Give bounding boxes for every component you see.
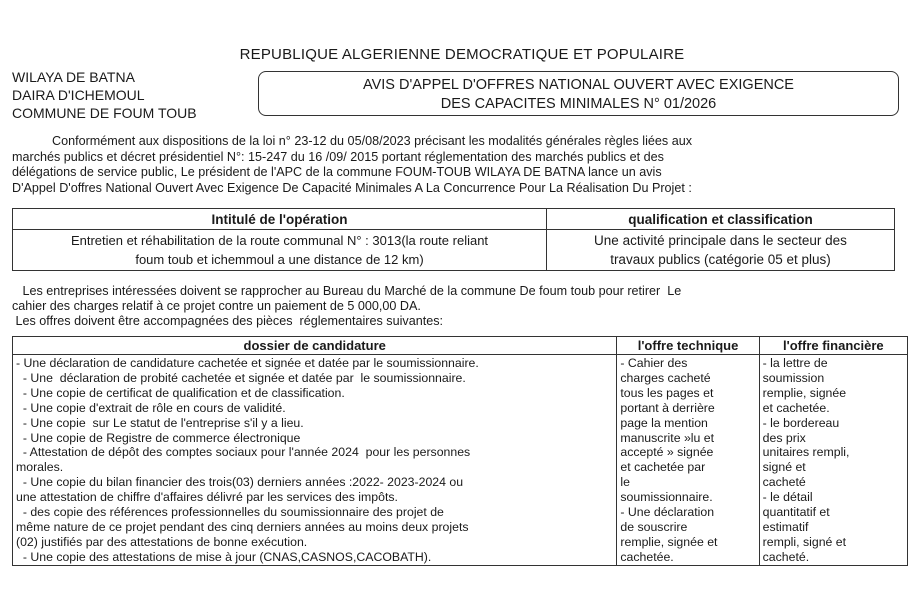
operation-table xyxy=(12,208,895,271)
financiere-line: - le détail xyxy=(762,490,813,505)
commune-label: COMMUNE DE FOUM TOUB xyxy=(12,105,197,121)
operation-line: Entretien et réhabilitation de la route communal N° : 3013(la route reliant xyxy=(70,233,489,248)
financiere-line: cacheté xyxy=(762,475,806,490)
avis-title-box xyxy=(258,71,899,116)
dossier-line: - Une copie de certificat de qualification et de classification. xyxy=(16,385,345,400)
instructions-line: Les entreprises intéressées doivent se rapprocher au Bureau du Marché de la commune De foum toub pour retirer Le xyxy=(12,284,682,298)
financiere-line: quantitatif et xyxy=(762,505,830,520)
dossier-line: - des copie des références professionnelles du soumissionnaire des projet de xyxy=(16,505,444,520)
technique-line: accepté » signée xyxy=(620,445,714,460)
dossier-line: morales. xyxy=(16,460,64,475)
financiere-line: rempli, signé et xyxy=(762,534,847,549)
dossier-header: dossier de candidature xyxy=(13,337,617,355)
financiere-line: des prix xyxy=(762,430,806,445)
dossier-line: même nature de ce projet pendant des cinq derniers années au moins deux projets xyxy=(16,519,469,534)
intro-line: Conformément aux dispositions de la loi n° 23-12 du 05/08/2023 précisant les modalités générales règles liées aux xyxy=(52,134,692,148)
technique-line: le xyxy=(620,475,630,490)
financiere-header: l'offre financière xyxy=(759,337,907,355)
technique-line: page la mention xyxy=(620,415,708,430)
technique-line: portant à derrière xyxy=(620,400,715,415)
dossier-line: - Une copie du bilan financier des trois(03) derniers années :2022- 2023-2024 ou xyxy=(16,475,464,490)
operation-cell xyxy=(13,230,547,271)
documents-table xyxy=(12,336,908,566)
technique-line: soumissionnaire. xyxy=(620,490,713,505)
intro-line: D'Appel D'offres National Ouvert Avec Exigence De Capacité Minimales A La Concurrence Pour La Réalisation Du Projet : xyxy=(12,180,692,195)
administration-block xyxy=(12,68,197,122)
dossier-line: (02) justifiés par des attestations de bonne exécution. xyxy=(16,534,308,549)
technique-line: manuscrite »lu et xyxy=(620,430,715,445)
dossier-line: - Une copie d'extrait de rôle en cours de validité. xyxy=(16,400,286,415)
qualification-line: travaux publics (catégorie 05 et plus) xyxy=(610,252,831,267)
intro-paragraph xyxy=(12,134,900,196)
dossier-line: - Une copie de Registre de commerce électronique xyxy=(16,430,301,445)
dossier-line: une attestation de chiffre d'affaires délivré par les services des impôts. xyxy=(16,490,398,505)
instructions-line: cahier des charges relatif à ce projet contre un paiement de 5 000,00 DA. xyxy=(12,299,421,313)
instructions-line: Les offres doivent être accompagnées des pièces réglementaires suivantes: xyxy=(12,314,443,328)
dossier-line: - Une déclaration de probité cachetée et signée et datée par le soumissionnaire. xyxy=(16,370,466,385)
technique-line: - Une déclaration xyxy=(620,505,715,520)
financiere-line: - la lettre de xyxy=(762,356,828,370)
dossier-line: - Une déclaration de candidature cachetée et signée et datée par le soumissionnaire. xyxy=(16,356,479,370)
intro-line: marchés publics et décret présidentiel N°: 15-247 du 16 /09/ 2015 portant réglementation des marchés publics et des xyxy=(12,149,664,164)
technique-line: et cachetée par xyxy=(620,460,706,475)
financiere-line: soumission xyxy=(762,370,825,385)
financiere-line: unitaires rempli, xyxy=(762,445,850,460)
dossier-line: - Une copie des attestations de mise à jour (CNAS,CASNOS,CACOBATH). xyxy=(16,549,432,564)
operation-line: foum toub et ichemmoul a une distance de 12 km) xyxy=(135,252,424,267)
intro-line: délégations de service public, Le président de l'APC de la commune FOUM-TOUB WILAYA DE BATNA lance un avis xyxy=(12,165,662,179)
republic-title: REPUBLIQUE ALGERIENNE DEMOCRATIQUE ET POPULAIRE xyxy=(239,46,685,63)
dossier-cell xyxy=(13,355,617,566)
technique-line: de souscrire xyxy=(620,519,688,534)
technique-line: cachetée. xyxy=(620,549,674,564)
avis-title-line1: AVIS D'APPEL D'OFFRES NATIONAL OUVERT AVEC EXIGENCE xyxy=(363,77,794,93)
qualification-line: Une activité principale dans le secteur des xyxy=(594,233,847,248)
technique-line: charges cacheté xyxy=(620,370,711,385)
technique-header: l'offre technique xyxy=(617,337,759,355)
daira-label: DAIRA D'ICHEMOUL xyxy=(12,87,145,103)
financiere-line: remplie, signée xyxy=(762,385,847,400)
dossier-line: - Une copie sur Le statut de l'entreprise s'il y a lieu. xyxy=(16,415,304,430)
avis-title-line2: DES CAPACITES MINIMALES N° 01/2026 xyxy=(440,96,717,112)
financiere-line: estimatif xyxy=(762,519,809,534)
dossier-line: - Attestation de dépôt des comptes sociaux pour l'année 2024 pour les personnes xyxy=(16,445,471,460)
qualification-cell xyxy=(547,230,895,271)
financiere-cell xyxy=(759,355,907,566)
qualification-header: qualification et classification xyxy=(547,209,895,230)
instructions-paragraph xyxy=(12,284,902,329)
financiere-line: cacheté. xyxy=(762,549,810,564)
financiere-line: signé et xyxy=(762,460,806,475)
operation-header: Intitulé de l'opération xyxy=(13,209,547,230)
wilaya-label: WILAYA DE BATNA xyxy=(12,69,135,85)
technique-cell xyxy=(617,355,759,566)
financiere-line: - le bordereau xyxy=(762,415,840,430)
financiere-line: et cachetée. xyxy=(762,400,830,415)
technique-line: remplie, signée et xyxy=(620,534,718,549)
technique-line: tous les pages et xyxy=(620,385,714,400)
technique-line: - Cahier des xyxy=(620,356,688,370)
